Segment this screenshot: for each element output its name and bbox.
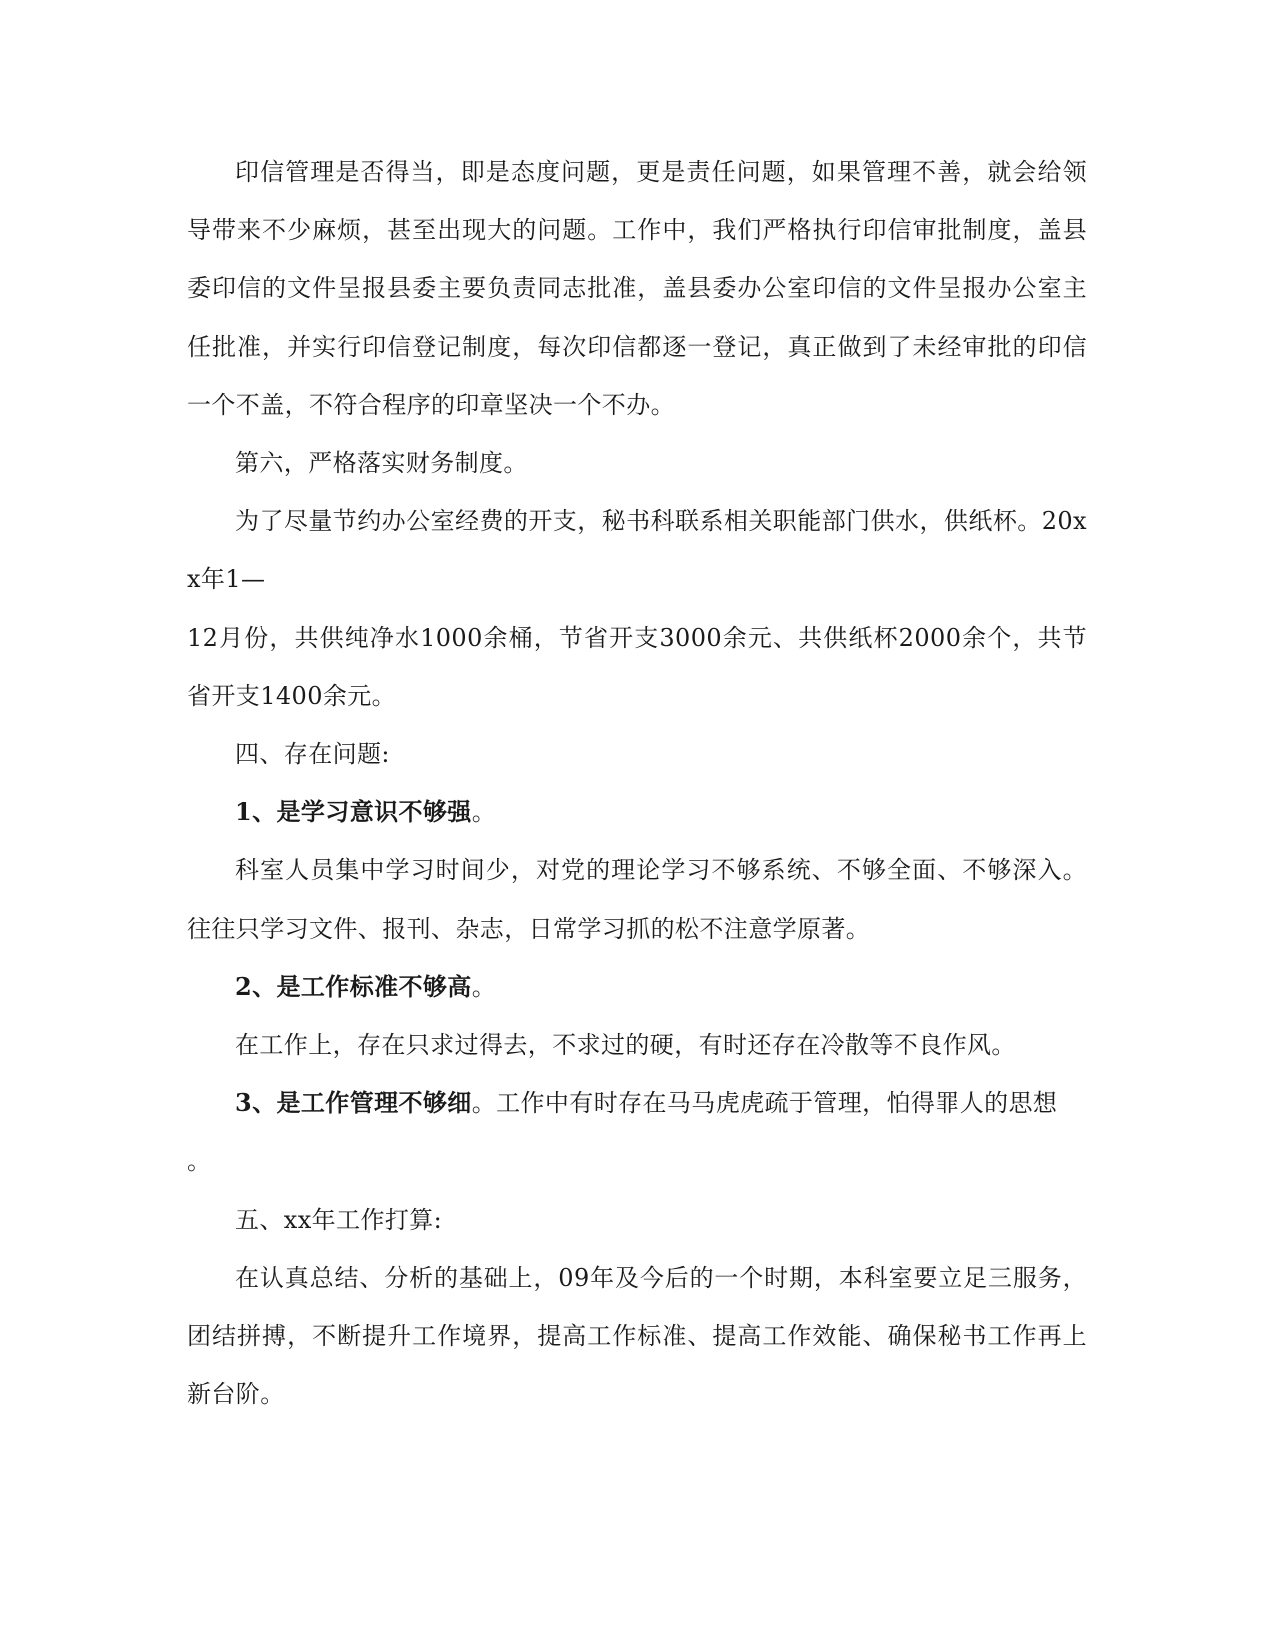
problem-3-title (187, 1074, 1087, 1132)
problem-2-title (187, 958, 1087, 1016)
problem-2-body: 在工作上，存在只求过得去，不求过的硬，有时还存在冷散等不良作风。 (235, 1031, 1016, 1060)
paragraph-budget-figures: 12月份，共供纯净水1000余桶，节省开支3000余元、共供纸杯2000余个，共节省开支1400余元。 (187, 623, 1087, 710)
problem-1-title-text: 1、是学习意识不够强 (235, 797, 472, 827)
plan-body: 在认真总结、分析的基础上，09年及今后的一个时期，本科室要立足三服务，团结拼搏，不断提升工作境界，提高工作标准、提高工作效能、确保秘书工作再上新台阶。 (187, 1263, 1087, 1409)
paragraph-finance-heading: 第六，严格落实财务制度。 (235, 449, 528, 478)
problem-3-title-text: 3、是工作管理不够细 (235, 1088, 472, 1118)
problem-1-body: 科室人员集中学习时间少，对党的理论学习不够系统、不够全面、不够深入。往往只学习文件、报刊、杂志，日常学习抓的松不注意学原著。 (187, 856, 1087, 943)
document-body (187, 143, 1087, 1423)
problem-1-title-tail: 。 (471, 798, 497, 827)
section-heading-problems: 四、存在问题: (235, 740, 390, 769)
paragraph-seal-management: 印信管理是否得当，即是态度问题，更是责任问题，如果管理不善，就会给领导带来不少麻烦，甚至出现大的问题。工作中，我们严格执行印信审批制度，盖县委印信的文件呈报县委主要负责同志批准，盖县委办公室印信的文件呈报办公室主任批准，并实行印信登记制度，每次印信都逐一登记，真正做到了未经审批的印信一个不盖，不符合程序的印章坚决一个不办。 (187, 158, 1087, 419)
paragraph-budget-intro: 为了尽量节约办公室经费的开支，秘书科联系相关职能部门供水，供纸杯。20xx年1— (187, 507, 1087, 594)
problem-3-end-mark: 。 (187, 1147, 212, 1176)
problem-2-title-tail: 。 (471, 972, 497, 1001)
problem-2-title-text: 2、是工作标准不够高 (235, 971, 472, 1001)
problem-1-title (187, 783, 1087, 841)
problem-3-title-tail: 。工作中有时存在马马虎虎疏于管理，怕得罪人的思想 (471, 1089, 1058, 1118)
section-heading-plan: 五、xx年工作打算: (235, 1205, 443, 1234)
